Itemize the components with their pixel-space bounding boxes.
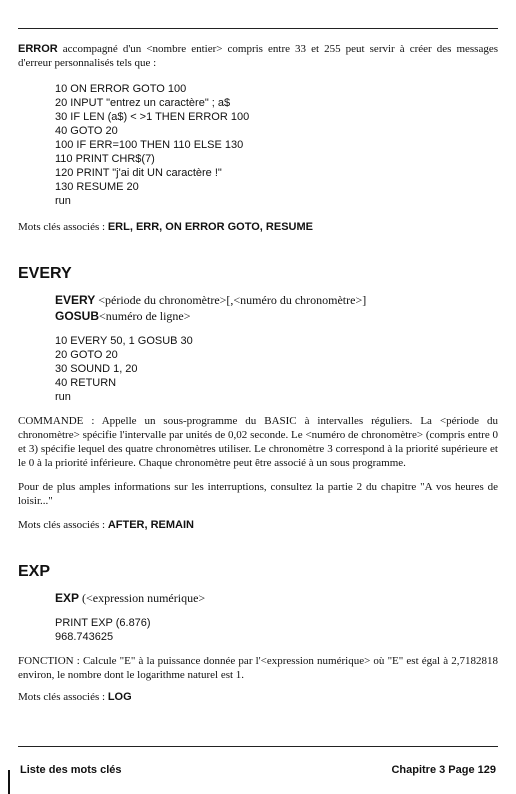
code-line: 10 ON ERROR GOTO 100 xyxy=(55,83,187,95)
code-line: 30 SOUND 1, 20 xyxy=(55,363,138,375)
code-line: 120 PRINT "j'ai dit UN caractère !" xyxy=(55,167,222,179)
every-more-info: Pour de plus amples informations sur les interruptions, consultez la partie 2 du chapitre "A vos heures de loisir..." xyxy=(18,481,498,507)
assoc-label: Mots clés associés : xyxy=(18,221,108,233)
exp-associated-keywords xyxy=(18,690,498,704)
footer-section-title: Liste des mots clés xyxy=(20,764,122,776)
page-content xyxy=(18,42,498,704)
footer-page-number: Chapitre 3 Page 129 xyxy=(391,764,496,776)
code-line: 40 RETURN xyxy=(55,377,117,389)
code-line: 30 IF LEN (a$) < >1 THEN ERROR 100 xyxy=(55,111,250,123)
error-paragraph xyxy=(18,42,498,70)
margin-mark xyxy=(8,770,10,794)
code-line: 20 INPUT "entrez un caractère" ; a$ xyxy=(55,97,231,109)
gosub-keyword: GOSUB xyxy=(55,309,100,323)
exp-syntax-args: (<expression numérique> xyxy=(79,591,206,605)
every-syntax-keyword: EVERY xyxy=(55,293,96,307)
every-code-block xyxy=(18,334,498,404)
every-syntax-args: <période du chronomètre>[,<numéro du chronomètre>] xyxy=(95,293,367,307)
code-line: 130 RESUME 20 xyxy=(55,181,139,193)
code-line: 40 GOTO 20 xyxy=(55,125,118,137)
every-syntax xyxy=(18,292,498,324)
error-keyword: ERROR xyxy=(18,43,58,55)
exp-description: FONCTION : Calcule "E" à la puissance donnée par l'<expression numérique> où "E" est égal à 2,7182818 environ, le nombre dont le logarithme naturel est 1. xyxy=(18,655,498,681)
every-associated-keywords xyxy=(18,518,498,532)
code-line: 110 PRINT CHR$(7) xyxy=(55,153,155,165)
every-description: COMMANDE : Appelle un sous-programme du BASIC à intervalles réguliers. La <période du chronomètre> spécifie l'intervalle par unités de 0,02 seconde. Le <numéro de chronomètre> (compris entre 0 et 3) spécifie lequel des quatre chronomètres utiliser. Le chronomètre 3 correspond à la priorité supérieure et le 0 à la priorité inférieure. Chaque chronomètre peut être associé à un sous programme. xyxy=(18,415,498,469)
code-line: 968.743625 xyxy=(55,631,114,643)
exp-code-block xyxy=(18,616,498,644)
exp-syntax xyxy=(18,590,498,606)
assoc-list: LOG xyxy=(107,691,132,703)
code-line: 20 GOTO 20 xyxy=(55,349,118,361)
code-line: run xyxy=(55,391,71,403)
assoc-label: Mots clés associés : xyxy=(18,691,108,703)
every-syntax-line: <numéro de ligne> xyxy=(99,309,191,323)
assoc-label: Mots clés associés : xyxy=(18,519,108,531)
error-associated-keywords xyxy=(18,220,498,234)
exp-syntax-keyword: EXP xyxy=(55,591,80,605)
assoc-list: ERL, ERR, ON ERROR GOTO, RESUME xyxy=(107,221,313,233)
error-paragraph-text: accompagné d'un <nombre entier> compris entre 33 et 255 peut servir à créer des messages d'erreur personnalisés tels que : xyxy=(18,43,498,69)
exp-heading: EXP xyxy=(18,563,51,580)
every-heading: EVERY xyxy=(18,265,72,282)
top-rule xyxy=(18,28,498,29)
assoc-list: AFTER, REMAIN xyxy=(107,519,194,531)
code-line: PRINT EXP (6.876) xyxy=(55,617,151,629)
bottom-rule xyxy=(18,746,498,747)
code-line: 100 IF ERR=100 THEN 110 ELSE 130 xyxy=(55,139,244,151)
code-line: run xyxy=(55,195,71,207)
error-code-block xyxy=(18,82,498,208)
code-line: 10 EVERY 50, 1 GOSUB 30 xyxy=(55,335,193,347)
